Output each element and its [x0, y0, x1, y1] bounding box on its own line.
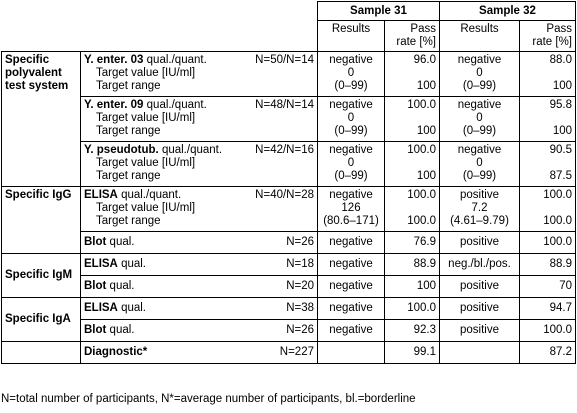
header-sample-31: Sample 31: [318, 2, 440, 21]
test-qual: qual.: [117, 258, 147, 270]
range-pass-rate: 100.0: [543, 215, 572, 227]
target-range: (0–99): [334, 170, 368, 182]
group-label-igm: Specific IgM: [2, 254, 81, 298]
result-line: negative: [329, 54, 373, 66]
test-qual: qual./quant.: [117, 189, 182, 201]
s32-pass-rate: 70: [520, 276, 576, 298]
s31-pass-rate: 99.1: [385, 342, 440, 364]
target-range-label: Target range: [96, 80, 161, 92]
s31-results: [318, 142, 385, 187]
range-pass-rate: 100: [552, 80, 572, 92]
participants-count: N=227: [279, 346, 314, 358]
test-qual: qual./quant.: [143, 54, 207, 66]
s32-result: neg./bl./pos.: [440, 254, 520, 276]
s31-result: [318, 342, 385, 364]
s32-result: positive: [440, 320, 520, 342]
s31-pass-rate: 76.9: [385, 232, 440, 254]
test-cell: [81, 52, 318, 97]
pass-rate: 95.8: [549, 99, 572, 111]
pass-rate-line1: Pass: [410, 23, 436, 35]
target-range-label: Target range: [96, 125, 161, 137]
pass-rate: 88.0: [549, 54, 572, 66]
test-name: Blot: [84, 324, 107, 336]
participants-count: N=48/N=14: [255, 99, 314, 111]
table-row-igg-elisa: [2, 187, 576, 232]
pass-rate: 100.0: [407, 189, 436, 201]
target-range: (0–99): [462, 80, 497, 92]
test-name: Y. pseudotub.: [84, 144, 159, 156]
participants-count: N=20: [286, 280, 314, 292]
s31-pass-rate: [385, 142, 440, 187]
s32-result: positive: [440, 276, 520, 298]
header-sample-32: Sample 32: [440, 2, 576, 21]
test-cell: [81, 254, 318, 276]
table-row-ypseudo: [2, 142, 576, 187]
s32-pass-rate: 100.0: [520, 232, 576, 254]
s31-pass-rate: 100.0: [385, 298, 440, 320]
s32-result: positive: [440, 232, 520, 254]
pass-rate-line2: rate [%]: [396, 36, 436, 48]
result-line: negative: [329, 144, 373, 156]
target-value: 0: [347, 67, 355, 79]
range-pass-rate: 87.5: [549, 170, 572, 182]
s31-result: negative: [318, 232, 385, 254]
target-range: (0–99): [334, 125, 368, 137]
s32-results: [440, 142, 520, 187]
participants-count: N=26: [286, 236, 314, 248]
test-cell: [81, 276, 318, 298]
participants-count: N=40/N=28: [255, 189, 314, 201]
test-name: ELISA: [84, 302, 118, 314]
table-row-igg-blot: [2, 232, 576, 254]
s32-results: [440, 52, 520, 97]
target-value-label: Target value [IU/ml]: [96, 67, 196, 79]
s31-pass-rate: [385, 97, 440, 142]
range-pass-rate: 100: [416, 170, 436, 182]
target-value: 0: [476, 112, 483, 124]
test-qual: qual.: [117, 302, 147, 314]
s31-result: negative: [318, 320, 385, 342]
test-cell: [81, 187, 318, 232]
test-cell: [81, 298, 318, 320]
s32-pass-rate: [520, 142, 576, 187]
header-pass-rate-31: [385, 21, 440, 52]
test-name: Blot: [84, 236, 107, 248]
range-pass-rate: 100.0: [407, 215, 436, 227]
group-label-igg: Specific IgG: [2, 187, 81, 254]
table-row-igm-blot: [2, 276, 576, 298]
table-row-iga-blot: [2, 320, 576, 342]
target-value: 0: [476, 67, 483, 79]
table-row-yent03: [2, 52, 576, 97]
target-value: 0: [347, 157, 355, 169]
s31-result: negative: [318, 254, 385, 276]
test-qual: qual.: [106, 324, 135, 336]
test-cell: [81, 97, 318, 142]
pass-rate: 100.0: [543, 189, 572, 201]
results-table: [1, 1, 576, 364]
header-results-31: Results: [318, 21, 385, 52]
result-line: negative: [329, 99, 373, 111]
s32-pass-rate: [520, 187, 576, 232]
s31-pass-rate: 88.9: [385, 254, 440, 276]
s32-pass-rate: 94.7: [520, 298, 576, 320]
target-range-label: Target range: [96, 170, 161, 182]
range-pass-rate: 100: [416, 80, 436, 92]
test-cell: [81, 232, 318, 254]
target-range: (0–99): [462, 125, 497, 137]
s31-results: [318, 97, 385, 142]
participants-count: N=50/N=14: [255, 54, 314, 66]
s32-pass-rate: 100.0: [520, 320, 576, 342]
header-row-samples: [2, 2, 576, 21]
pass-rate: 100.0: [407, 99, 436, 111]
target-range: (4.61–9.79): [450, 215, 509, 227]
target-value: 0: [476, 157, 483, 169]
s31-pass-rate: [385, 187, 440, 232]
s31-result: negative: [318, 298, 385, 320]
test-qual: qual./quant.: [143, 99, 207, 111]
s31-results: [318, 187, 385, 232]
pass-rate: 90.5: [549, 144, 572, 156]
participants-count: N=26: [286, 324, 314, 336]
s31-results: [318, 52, 385, 97]
result-line: negative: [457, 99, 502, 111]
result-line: negative: [457, 54, 502, 66]
test-name: ELISA: [84, 189, 118, 201]
header-results-32: Results: [440, 21, 520, 52]
s31-pass-rate: [385, 52, 440, 97]
s31-pass-rate: 100: [385, 276, 440, 298]
test-name: Blot: [84, 280, 107, 292]
test-cell: [81, 142, 318, 187]
test-name: Diagnostic*: [84, 346, 148, 358]
result-line: negative: [457, 144, 502, 156]
target-value-label: Target value [IU/ml]: [96, 112, 196, 124]
header-blank: [2, 2, 318, 52]
s32-results: [440, 187, 520, 232]
participants-count: N=38: [286, 302, 314, 314]
test-name: ELISA: [84, 258, 118, 270]
target-value-label: Target value [IU/ml]: [96, 202, 196, 214]
table-row-igm-elisa: [2, 254, 576, 276]
test-name: Y. enter. 09: [84, 99, 144, 111]
s32-result: positive: [440, 298, 520, 320]
s32-result: [440, 342, 520, 364]
test-qual: qual.: [106, 236, 135, 248]
s32-pass-rate: [520, 52, 576, 97]
target-value: 0: [347, 112, 355, 124]
table-row-diagnostic: [2, 342, 576, 364]
header-pass-rate-32: [520, 21, 576, 52]
target-value-label: Target value [IU/ml]: [96, 157, 196, 169]
test-name: Y. enter. 03: [84, 54, 144, 66]
target-value: 7.2: [471, 202, 488, 214]
table-row-iga-elisa: [2, 298, 576, 320]
s32-pass-rate: 87.2: [520, 342, 576, 364]
group-label-empty: [2, 342, 81, 364]
participants-count: N=18: [286, 258, 314, 270]
test-qual: qual./quant.: [158, 144, 223, 156]
target-range-label: Target range: [96, 215, 161, 227]
test-cell: [81, 342, 318, 364]
footnote: N=total number of participants, N*=average number of participants, bl.=borderline: [1, 393, 416, 405]
pass-rate-line2: rate [%]: [532, 36, 572, 48]
pass-rate: 100.0: [407, 144, 436, 156]
test-qual: qual.: [106, 280, 135, 292]
target-range: (0–99): [462, 170, 497, 182]
range-pass-rate: 100: [416, 125, 436, 137]
target-value: 126: [341, 202, 361, 214]
target-range: (80.6–171): [323, 215, 379, 227]
s31-result: negative: [318, 276, 385, 298]
target-range: (0–99): [334, 80, 368, 92]
participants-count: N=42/N=16: [255, 144, 314, 156]
result-line: positive: [460, 189, 499, 201]
range-pass-rate: 100: [552, 125, 572, 137]
group-label-polyvalent: Specific polyvalent test system: [2, 52, 81, 187]
pass-rate: 96.0: [413, 54, 436, 66]
result-line: negative: [329, 189, 373, 201]
table-row-yent09: [2, 97, 576, 142]
s31-pass-rate: 92.3: [385, 320, 440, 342]
pass-rate-line1: Pass: [546, 23, 572, 35]
group-label-iga: Specific IgA: [2, 298, 81, 342]
s32-pass-rate: 88.9: [520, 254, 576, 276]
test-cell: [81, 320, 318, 342]
s32-pass-rate: [520, 97, 576, 142]
s32-results: [440, 97, 520, 142]
